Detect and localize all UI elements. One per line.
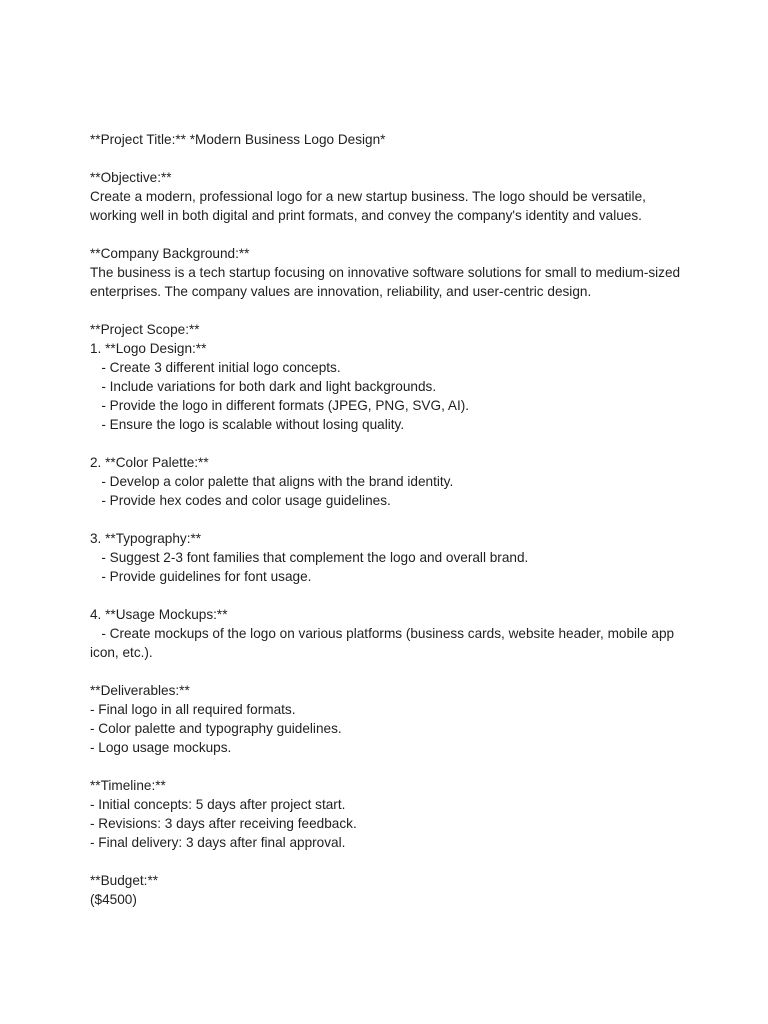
background-heading: **Company Background:** <box>90 246 250 261</box>
timeline-list-item: - Final delivery: 3 days after final approval. <box>90 835 346 850</box>
deliverables-list-item: - Logo usage mockups. <box>90 740 232 755</box>
scope-section-title: 2. **Color Palette:** <box>90 455 209 470</box>
spacer <box>90 434 690 453</box>
deliverables-list-item: - Final logo in all required formats. <box>90 702 296 717</box>
objective-text: Create a modern, professional logo for a new startup business. The logo should be versatile, working well in both digital and print formats, and convey the company's identity and values. <box>90 189 650 223</box>
spacer <box>90 852 690 871</box>
scope-section-title: 3. **Typography:** <box>90 531 202 546</box>
spacer <box>90 662 690 681</box>
budget-value: ($4500) <box>90 892 137 907</box>
scope-list-item: - Provide guidelines for font usage. <box>90 569 312 584</box>
deliverables-list-item: - Color palette and typography guidelines. <box>90 721 342 736</box>
spacer <box>90 301 690 320</box>
document-page <box>90 130 690 909</box>
scope-list-item: - Suggest 2-3 font families that complement the logo and overall brand. <box>90 550 529 565</box>
scope-heading: **Project Scope:** <box>90 322 200 337</box>
scope-section-title: 4. **Usage Mockups:** <box>90 607 228 622</box>
scope-list-item: - Create mockups of the logo on various platforms (business cards, website header, mobile app icon, etc.). <box>90 626 678 660</box>
budget-heading: **Budget:** <box>90 873 159 888</box>
scope-list-item: - Ensure the logo is scalable without losing quality. <box>90 417 405 432</box>
project-title-line: **Project Title:** *Modern Business Logo Design* <box>90 132 386 147</box>
timeline-list-item: - Initial concepts: 5 days after project start. <box>90 797 346 812</box>
scope-list-item: - Provide hex codes and color usage guidelines. <box>90 493 391 508</box>
scope-section-title: 1. **Logo Design:** <box>90 341 207 356</box>
timeline-list-item: - Revisions: 3 days after receiving feedback. <box>90 816 357 831</box>
spacer <box>90 586 690 605</box>
deliverables-heading: **Deliverables:** <box>90 683 190 698</box>
scope-list-item: - Provide the logo in different formats (JPEG, PNG, SVG, AI). <box>90 398 470 413</box>
background-text: The business is a tech startup focusing on innovative software solutions for small to medium-sized enterprises. The company values are innovation, reliability, and user-centric design. <box>90 265 684 299</box>
spacer <box>90 149 690 168</box>
spacer <box>90 757 690 776</box>
objective-heading: **Objective:** <box>90 170 172 185</box>
scope-list-item: - Develop a color palette that aligns with the brand identity. <box>90 474 454 489</box>
timeline-heading: **Timeline:** <box>90 778 166 793</box>
scope-list-item: - Create 3 different initial logo concepts. <box>90 360 341 375</box>
scope-list-item: - Include variations for both dark and light backgrounds. <box>90 379 437 394</box>
spacer <box>90 510 690 529</box>
spacer <box>90 225 690 244</box>
